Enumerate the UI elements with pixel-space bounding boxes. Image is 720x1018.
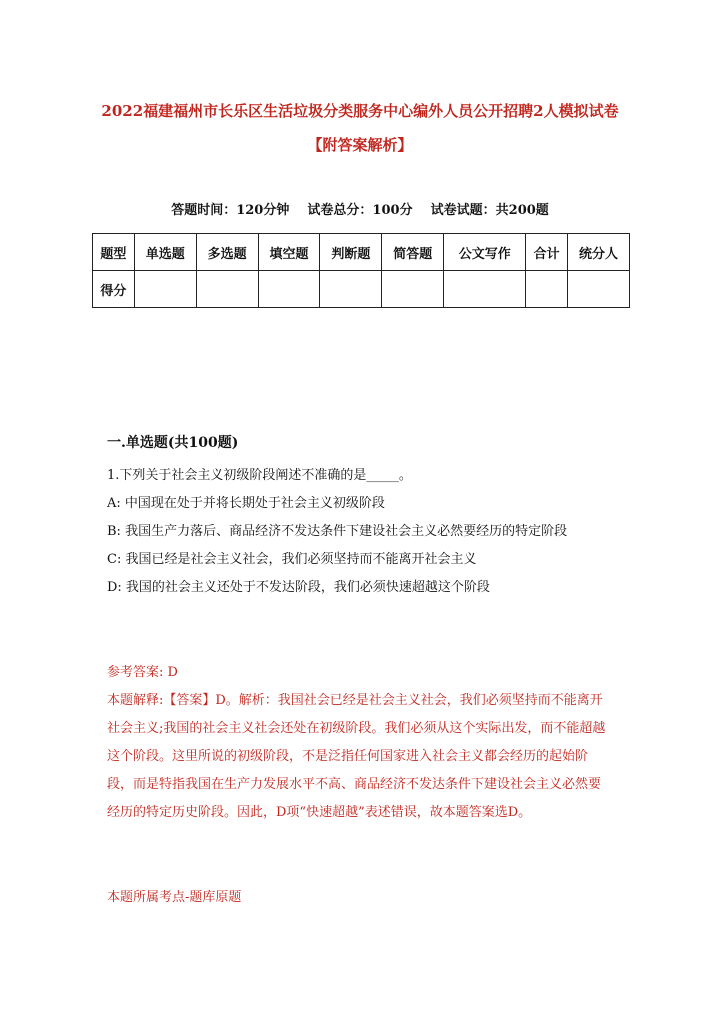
- reference-answer: 参考答案: D: [107, 665, 178, 680]
- option-d: D: 我国的社会主义还处于不发达阶段，我们必须快速超越这个阶段: [107, 580, 490, 595]
- answer-explanation: 本题解释:【答案】D。解析：我国社会已经是社会主义社会，我们必须坚持而不能离开社会主义;我国的社会主义社会还处在初级阶段。我们必须从这个实际出发，而不能超越这个阶段。这里所说的初级阶段，不是泛指任何国家进入社会主义都会经历的起始阶段，而是特指我国在生产力发展水平不高、商品经济不发达条件下建设社会主义必然要经历的特定历史阶段。因此，D项“快速超越”表述错误，故本题答案选D。: [107, 693, 606, 820]
- score-cell: [444, 271, 526, 308]
- score-header-fill: 填空题: [258, 234, 320, 271]
- option-b: B: 我国生产力落后、商品经济不发达条件下建设社会主义必然要经历的特定阶段: [107, 524, 568, 539]
- score-header-grader: 统分人: [568, 234, 630, 271]
- section-title: 一.单选题(共100题): [107, 435, 239, 451]
- score-header-official: 公文写作: [444, 234, 526, 271]
- score-cell: [258, 271, 320, 308]
- score-table-header-row: [93, 234, 630, 271]
- question-block: [107, 462, 613, 602]
- score-cell: [320, 271, 382, 308]
- score-header-judge: 判断题: [320, 234, 382, 271]
- score-table-value-row: [93, 271, 630, 308]
- option-a: A: 中国现在处于并将长期处于社会主义初级阶段: [107, 496, 385, 511]
- score-cell: [382, 271, 444, 308]
- question-stem: 1.下列关于社会主义初级阶段阐述不准确的是_____。: [107, 468, 412, 483]
- score-header-multiple: 多选题: [196, 234, 258, 271]
- document-title: 2022福建福州市长乐区生活垃圾分类服务中心编外人员公开招聘2人模拟试卷【附答案解析】: [101, 102, 619, 154]
- option-c: C: 我国已经是社会主义社会，我们必须坚持而不能离开社会主义: [107, 552, 477, 567]
- score-cell: [196, 271, 258, 308]
- score-cell: [134, 271, 196, 308]
- score-table: [92, 233, 630, 308]
- score-header-total: 合计: [526, 234, 568, 271]
- score-header-type: 题型: [93, 234, 135, 271]
- score-header-short: 简答题: [382, 234, 444, 271]
- exam-meta-line: 答题时间：120分钟 试卷总分：100分 试卷试题：共200题: [171, 203, 549, 218]
- score-row-label: 得分: [93, 271, 135, 308]
- question-topic: 本题所属考点-题库原题: [107, 890, 242, 905]
- score-cell: [526, 271, 568, 308]
- score-cell: [568, 271, 630, 308]
- score-header-single: 单选题: [134, 234, 196, 271]
